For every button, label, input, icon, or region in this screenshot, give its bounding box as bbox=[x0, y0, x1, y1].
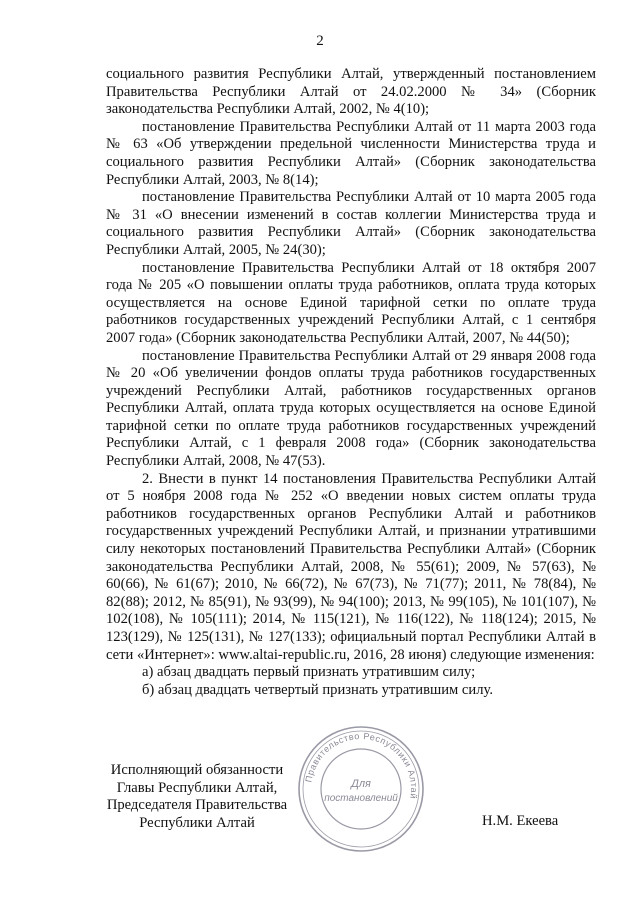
signature-line: Председателя Правительства bbox=[106, 797, 288, 814]
paragraph: постановление Правительства Республики Алтай от 10 марта 2005 года № 31 «О внесении изменений в состав коллегии Министерства труда и социального развития Республики Алтай» (Сборник законодательства Республики Алтай, 2005, № 24(30); bbox=[106, 189, 596, 258]
paragraph: постановление Правительства Республики Алтай от 29 января 2008 года № 20 «Об увеличении фондов оплаты труда работников государственных учреждений Республики Алтай, работников государственных органов Республики Алтай, оплата труда которых осуществляется на основе Единой тарифной сетки по оплате труда работников государственных учреждений Республики Алтай, с 1 февраля 2008 года» (Сборник законодательства Республики Алтай, 2008, № 47(53). bbox=[106, 347, 596, 470]
stamp-arc-text: Правительство Республики Алтай bbox=[303, 730, 420, 800]
paragraph: социального развития Республики Алтай, утвержденный постановлением Правительства Республики Алтай от 24.02.2000 № 34» (Сборник законодательства Республики Алтай, 2002, № 4(10); bbox=[106, 66, 596, 118]
signature-block bbox=[104, 762, 290, 832]
signature-line: Главы Республики Алтай, bbox=[116, 779, 278, 796]
paragraph: постановление Правительства Республики Алтай от 18 октября 2007 года № 205 «О повышении оплаты труда работников, оплата труда которых осуществляется на основе Единой тарифной сетки по оплате труда работников государственных учреждений Республики Алтай, с 1 сентября 2007 года» (Сборник законодательства Республики Алтай, 2007, № 44(50); bbox=[106, 259, 596, 346]
document-body bbox=[106, 66, 596, 699]
paragraph: а) абзац двадцать первый признать утратившим силу; bbox=[142, 664, 476, 681]
page-number: 2 bbox=[316, 33, 324, 49]
stamp-center-line-2: постановлений bbox=[324, 793, 398, 804]
signer-name: Н.М. Екеева bbox=[482, 813, 559, 829]
paragraph: 2. Внести в пункт 14 постановления Правительства Республики Алтай от 5 ноября 2008 года № 252 «О введении новых систем оплаты труда работников государственных органов Республики Алтай и работников государственных учреждений Республики Алтай, и признании утратившими силу некоторых постановлений Правительства Республики Алтай» (Сборник законодательства Республики Алтай, 2008, № 55(61); 2009, № 57(63), № 60(66), № 61(67); 2010, № 66(72), № 67(73), № 71(77); 2011, № 78(84), № 82(88); 2012, № 85(91), № 93(99), № 94(100); 2013, № 99(105), № 101(107), № 102(108), № 105(111); 2014, № 115(121), № 116(122), № 118(124); 2015, № 123(129), № 125(131), № 127(133); официальный портал Республики Алтай в сети «Интернет»: www.altai-republic.ru, 2016, 28 июня) следующие изменения: bbox=[106, 470, 596, 663]
signature-line: Республики Алтай bbox=[139, 814, 255, 831]
paragraph: постановление Правительства Республики Алтай от 11 марта 2003 года № 63 «Об утверждении предельной численности Министерства труда и социального развития Республики Алтай» (Сборник законодательства Республики Алтай, 2003, № 8(14); bbox=[106, 118, 596, 188]
paragraph: б) абзац двадцать четвертый признать утратившим силу. bbox=[142, 681, 493, 698]
signature-line: Исполняющий обязанности bbox=[110, 762, 284, 778]
stamp-center-line-1: Для bbox=[351, 778, 371, 790]
official-stamp bbox=[296, 724, 426, 854]
